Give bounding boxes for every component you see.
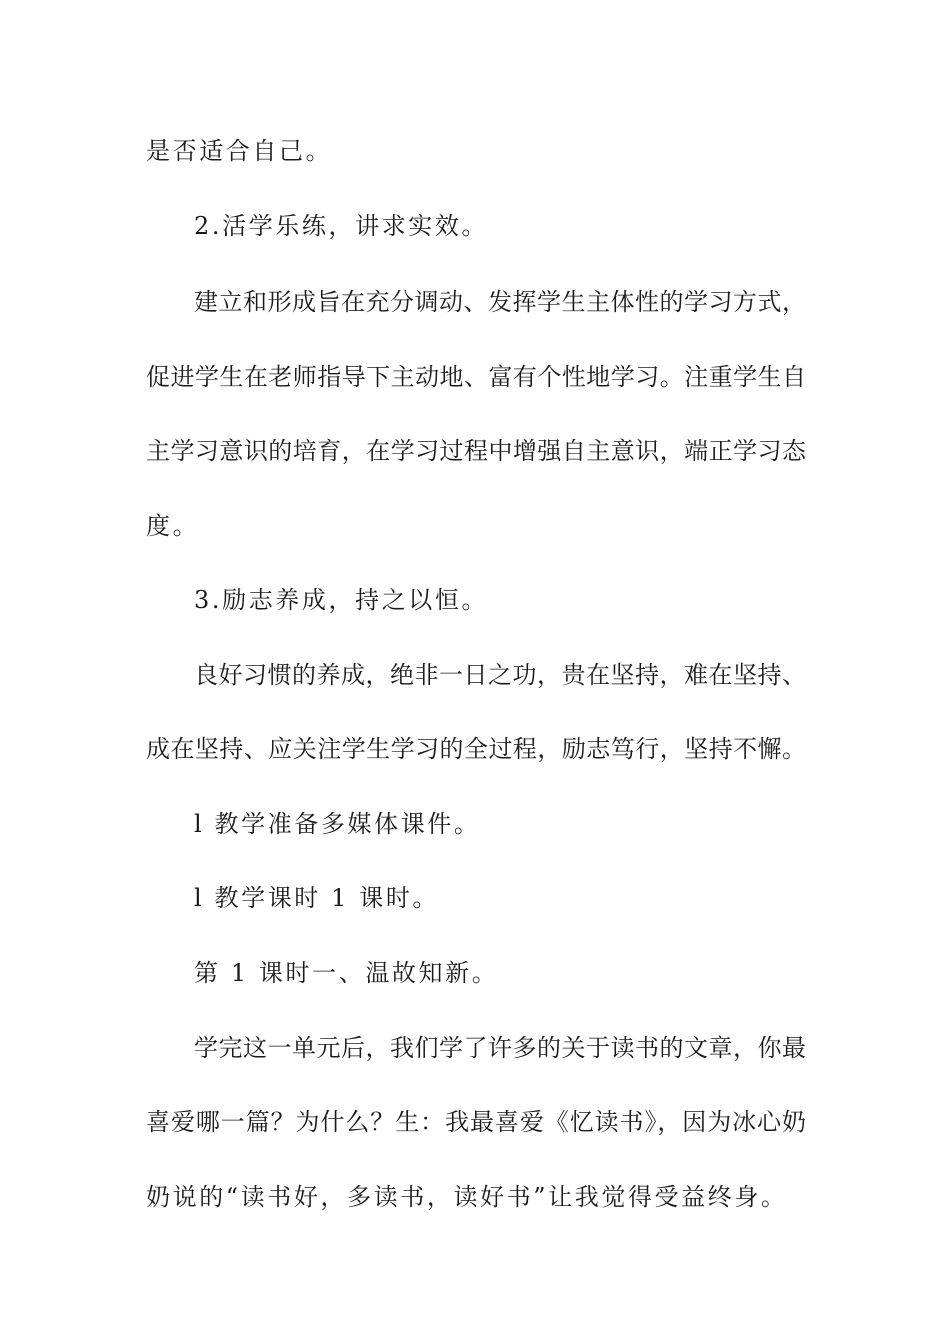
list-item: l 教学课时 1 课时。: [194, 884, 440, 912]
paragraph-line: 成在坚持、应关注学生学习的全过程，励志笃行，坚持不懈。: [146, 735, 806, 763]
paragraph-line: 良好习惯的养成，绝非一日之功，贵在坚持，难在坚持、: [194, 661, 806, 689]
paragraph-line: 建立和形成旨在充分调动、发挥学生主体性的学习方式，: [194, 288, 806, 316]
section-heading: 3.励志养成，持之以恒。: [194, 586, 489, 614]
paragraph-line: 度。: [146, 512, 200, 540]
paragraph-line: 奶说的“读书好，多读书，读好书”让我觉得受益终身。: [146, 1183, 788, 1211]
paragraph-line: 主学习意识的培育，在学习过程中增强自主意识，端正学习态: [146, 437, 806, 465]
paragraph-line: 喜爱哪一篇？为什么？生：我最喜爱《忆读书》，因为冰心奶: [146, 1108, 806, 1136]
text-line: 是否适合自己。: [146, 137, 333, 165]
section-heading: 第 1 课时一、温故知新。: [194, 959, 499, 987]
section-heading: 2.活学乐练，讲求实效。: [194, 212, 489, 240]
paragraph-line: 促进学生在老师指导下主动地、富有个性地学习。注重学生自: [146, 363, 806, 391]
list-item: l 教学准备多媒体课件。: [194, 810, 481, 838]
paragraph-line: 学完这一单元后，我们学了许多的关于读书的文章，你最: [194, 1034, 806, 1062]
